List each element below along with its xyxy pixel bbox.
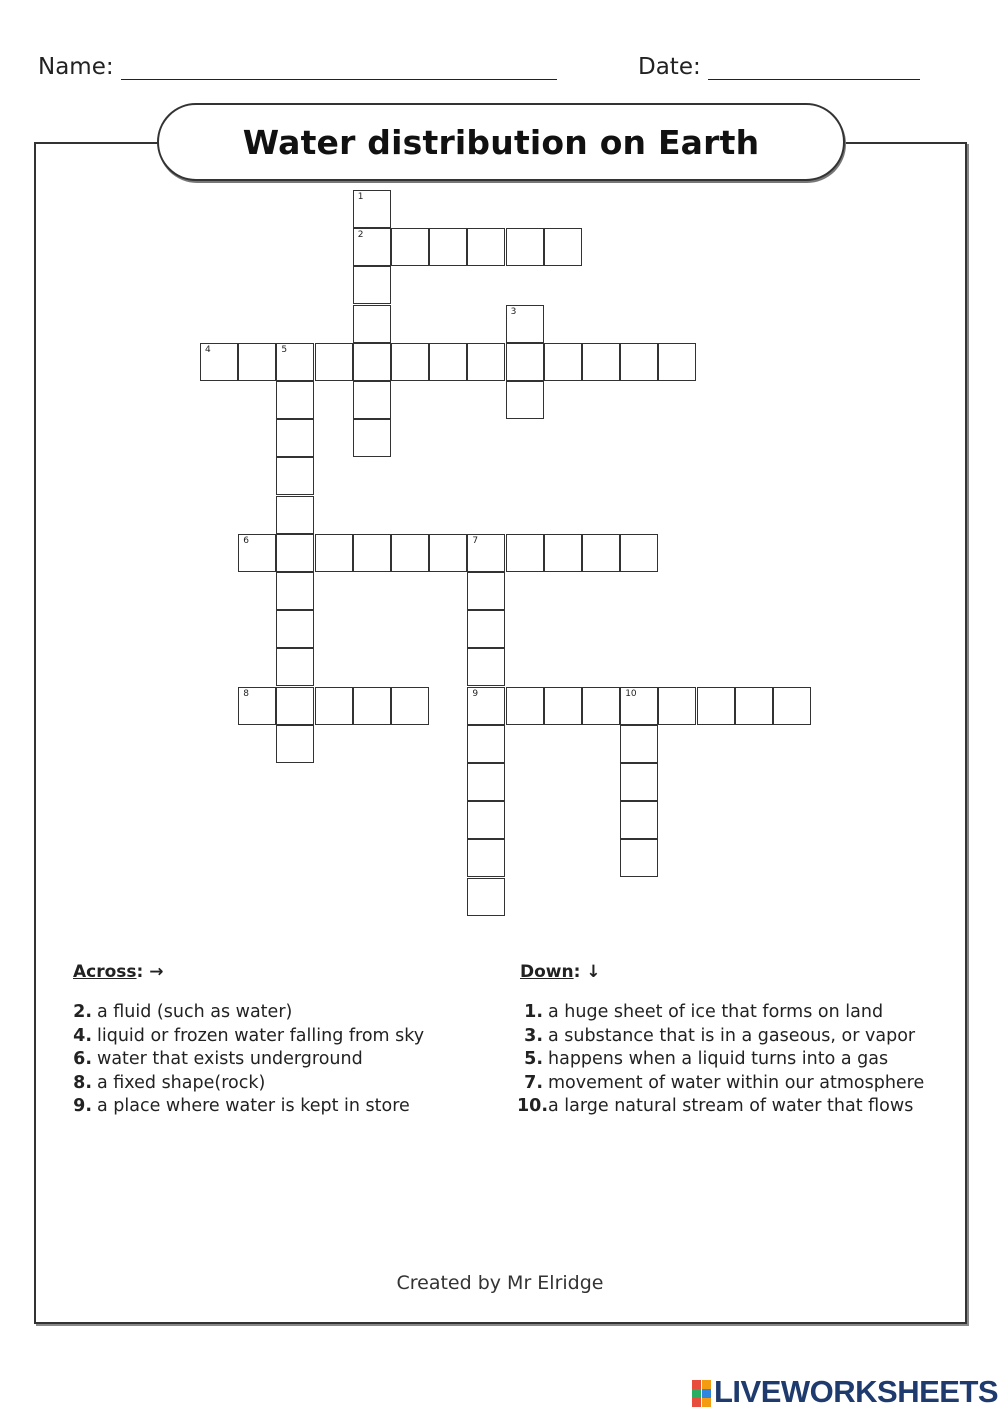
crossword-cell[interactable]	[353, 228, 391, 266]
crossword-cell[interactable]	[353, 381, 391, 419]
crossword-cell[interactable]	[276, 457, 314, 495]
down-clue	[517, 1001, 924, 1025]
logo-square	[692, 1398, 701, 1407]
logo-square	[702, 1380, 711, 1389]
crossword-cell[interactable]	[620, 725, 658, 763]
down-clue	[517, 1048, 924, 1072]
crossword-cell[interactable]	[391, 687, 429, 725]
date-field[interactable]	[708, 79, 920, 80]
crossword-cell[interactable]	[353, 343, 391, 381]
clue-number: 10.	[517, 1096, 549, 1116]
crossword-cell[interactable]	[238, 687, 276, 725]
crossword-cell[interactable]	[276, 343, 314, 381]
crossword-cell[interactable]	[620, 534, 658, 572]
crossword-cell[interactable]	[353, 419, 391, 457]
crossword-cell[interactable]	[544, 228, 582, 266]
crossword-cell[interactable]	[467, 878, 505, 916]
title-banner	[157, 103, 845, 181]
crossword-cell[interactable]	[429, 228, 467, 266]
down-clue	[517, 1025, 924, 1049]
crossword-cell[interactable]	[276, 496, 314, 534]
credit-text: Created by Mr Elridge	[396, 1272, 604, 1294]
crossword-cell[interactable]	[620, 343, 658, 381]
clue-text: a fluid (such as water)	[97, 1002, 293, 1022]
crossword-cell[interactable]	[467, 228, 505, 266]
crossword-cell[interactable]	[773, 687, 811, 725]
clue-number: 1	[357, 192, 364, 202]
across-clue	[73, 1025, 424, 1049]
down-clue	[517, 1072, 924, 1096]
crossword-cell[interactable]	[544, 343, 582, 381]
liveworksheets-logo[interactable]	[692, 1374, 999, 1410]
crossword-cell[interactable]	[353, 266, 391, 304]
crossword-cell[interactable]	[467, 343, 505, 381]
crossword-cell[interactable]	[697, 687, 735, 725]
across-clue-list	[73, 1001, 424, 1119]
crossword-cell[interactable]	[467, 648, 505, 686]
crossword-cell[interactable]	[544, 534, 582, 572]
crossword-cell[interactable]	[276, 381, 314, 419]
across-clue	[73, 1095, 424, 1119]
brand-name: LIVEWORKSHEETS	[714, 1374, 999, 1409]
crossword-cell[interactable]	[276, 534, 314, 572]
clue-number: 2	[357, 230, 364, 241]
clue-text: liquid or frozen water falling from sky	[97, 1025, 425, 1046]
crossword-cell[interactable]	[506, 687, 544, 725]
crossword-cell[interactable]	[620, 687, 658, 725]
clue-number: 5.	[524, 1049, 543, 1069]
crossword-cell[interactable]	[238, 343, 276, 381]
clue-number: 7.	[524, 1072, 543, 1093]
clue-text: a place where water is kept in store	[97, 1096, 410, 1116]
crossword-cell[interactable]	[582, 534, 620, 572]
logo-square	[692, 1389, 701, 1398]
crossword-cell[interactable]	[467, 763, 505, 801]
crossword-cell[interactable]	[238, 534, 276, 572]
crossword-cell[interactable]	[276, 648, 314, 686]
crossword-cell[interactable]	[353, 305, 391, 343]
clue-number: 4.	[73, 1025, 92, 1046]
clue-number: 8.	[73, 1072, 92, 1093]
clue-text: a substance that is in a gaseous, or vapor	[548, 1025, 916, 1046]
clue-number: 3	[510, 306, 517, 317]
clue-text: movement of water within our atmosphere	[548, 1072, 925, 1093]
clue-text: water that exists underground	[97, 1049, 363, 1069]
clue-number: 2.	[73, 1002, 92, 1022]
down-arrow-icon: : ↓	[573, 962, 601, 982]
crossword-cell[interactable]	[391, 534, 429, 572]
crossword-cell[interactable]	[620, 763, 658, 801]
crossword-cell[interactable]	[353, 190, 391, 228]
crossword-cell[interactable]	[391, 343, 429, 381]
logo-squares-icon	[692, 1380, 712, 1406]
clue-number: 9.	[73, 1096, 92, 1116]
crossword-cell[interactable]	[620, 839, 658, 877]
crossword-cell[interactable]	[506, 381, 544, 419]
crossword-grid	[200, 190, 810, 916]
clue-text: a fixed shape(rock)	[97, 1072, 266, 1093]
crossword-cell[interactable]	[276, 419, 314, 457]
crossword-cell[interactable]	[200, 343, 238, 381]
down-clue-list	[517, 1001, 924, 1119]
clue-number: 6	[243, 535, 249, 546]
across-arrow-icon: : →	[136, 962, 164, 982]
name-label: Name:	[38, 54, 114, 80]
crossword-cell[interactable]	[315, 687, 353, 725]
crossword-cell[interactable]	[658, 687, 696, 725]
crossword-cell[interactable]	[276, 610, 314, 648]
crossword-cell[interactable]	[467, 534, 505, 572]
across-heading: Across	[73, 962, 137, 982]
clue-text: happens when a liquid turns into a gas	[548, 1049, 889, 1069]
name-field[interactable]	[121, 79, 557, 80]
crossword-cell[interactable]	[467, 610, 505, 648]
clue-number: 9	[472, 688, 479, 699]
clue-number: 6.	[73, 1049, 92, 1069]
crossword-cell[interactable]	[658, 343, 696, 381]
crossword-cell[interactable]	[467, 572, 505, 610]
clue-number: 8	[243, 688, 249, 699]
clue-number: 1.	[524, 1002, 543, 1022]
crossword-cell[interactable]	[429, 343, 467, 381]
down-clue	[517, 1095, 924, 1119]
logo-square	[702, 1398, 711, 1407]
crossword-cell[interactable]	[315, 343, 353, 381]
crossword-cell[interactable]	[506, 305, 544, 343]
clue-text: a huge sheet of ice that forms on land	[548, 1002, 884, 1022]
crossword-cell[interactable]	[391, 228, 429, 266]
crossword-cell[interactable]	[315, 534, 353, 572]
across-clue	[73, 1072, 424, 1096]
page-title: Water distribution on Earth	[242, 122, 760, 162]
crossword-cell[interactable]	[276, 725, 314, 763]
clue-number: 7	[472, 535, 479, 546]
crossword-cell[interactable]	[276, 687, 314, 725]
crossword-cell[interactable]	[467, 839, 505, 877]
across-clue	[73, 1048, 424, 1072]
crossword-cell[interactable]	[353, 687, 391, 725]
crossword-cell[interactable]	[467, 687, 505, 725]
crossword-cell[interactable]	[353, 534, 391, 572]
crossword-cell[interactable]	[582, 343, 620, 381]
crossword-cell[interactable]	[429, 534, 467, 572]
clue-text: a large natural stream of water that flows	[548, 1096, 914, 1116]
crossword-cell[interactable]	[735, 687, 773, 725]
crossword-cell[interactable]	[506, 228, 544, 266]
crossword-cell[interactable]	[544, 687, 582, 725]
crossword-cell[interactable]	[276, 572, 314, 610]
clue-number: 3.	[524, 1025, 543, 1046]
crossword-cell[interactable]	[620, 801, 658, 839]
down-heading: Down	[520, 962, 574, 982]
crossword-cell[interactable]	[582, 687, 620, 725]
clue-number: 10	[625, 688, 637, 699]
crossword-cell[interactable]	[506, 534, 544, 572]
logo-square	[702, 1389, 711, 1398]
clue-number: 4	[205, 344, 211, 355]
across-section	[73, 962, 424, 1119]
crossword-cell[interactable]	[467, 725, 505, 763]
down-section	[517, 962, 925, 1119]
logo-square	[692, 1380, 701, 1389]
crossword-cell[interactable]	[506, 343, 544, 381]
date-label: Date:	[638, 54, 701, 80]
crossword-cell[interactable]	[467, 801, 505, 839]
clue-number: 5	[281, 344, 288, 355]
across-clue	[73, 1001, 424, 1025]
